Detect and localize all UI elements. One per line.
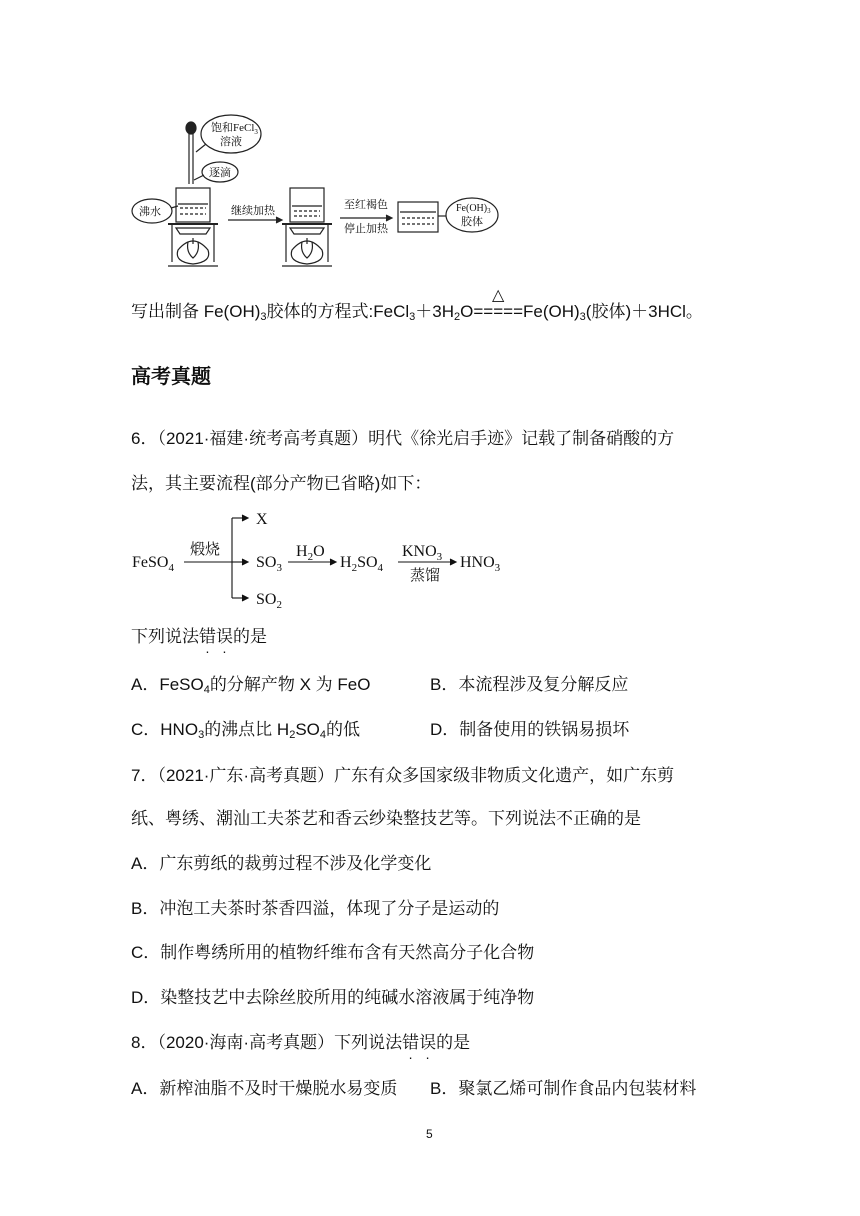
page-number: 5 [426, 1127, 433, 1141]
section-heading: 高考真题 [131, 366, 211, 388]
q6-stem: 下列说法错误的是 [131, 627, 267, 646]
stop-heating-label: 停止加热 [344, 223, 388, 235]
heat-condition-symbol: △ [492, 287, 505, 304]
continue-heating-label: 继续加热 [231, 205, 275, 217]
flow-so3: $SO_3$ [256, 554, 282, 574]
product-name-label: 胶体 [461, 216, 483, 228]
flow-distill: 蒸馏 [410, 568, 441, 584]
q6-option-d[interactable]: D．制备使用的铁锅易损坏 [430, 720, 630, 739]
flow-so2: $SO_2$ [256, 591, 282, 611]
flow-calcine: 煅烧 [190, 542, 221, 558]
boiling-water-label: 沸水 [139, 206, 161, 218]
q7-line-2: 纸、粤绣、潮汕工夫茶艺和香云纱染整技艺等。下列说法不正确的是 [131, 809, 641, 828]
flow-x: X [256, 511, 268, 528]
nitric-acid-flowchart [128, 504, 528, 612]
q6-option-c[interactable]: C．$HNO_3$的沸点比 $H_2SO_4$的低 [131, 720, 360, 741]
flow-h2o: $H_2O$ [296, 543, 325, 563]
q6-line-2: 法，其主要流程(部分产物已省略)如下： [131, 474, 432, 493]
flow-feso4: FeSO$_4$ [132, 554, 174, 574]
balloon-reagent-1: 饱和FeCl$_3$ [211, 122, 258, 136]
q7-line-1: 7．（2021·广东·高考真题）广东有众多国家级非物质文化遗产，如广东剪 [131, 766, 675, 785]
q6-option-a[interactable]: A．FeSO$_4$的分解产物 X 为 FeO [131, 675, 371, 696]
q8-stem: 8．（2020·海南·高考真题）下列说法错误的是 [131, 1033, 471, 1052]
flow-hno3: $HNO_3$ [460, 554, 501, 574]
q6-option-b[interactable]: B．本流程涉及复分解反应 [430, 675, 629, 694]
q7-option-a[interactable]: A．广东剪纸的裁剪过程不涉及化学变化 [131, 854, 432, 873]
flow-h2so4: $H_2SO_4$ [340, 554, 384, 574]
q8-option-a[interactable]: A．新榨油脂不及时干燥脱水易变质 [131, 1079, 398, 1098]
colloid-preparation-figure [128, 112, 508, 274]
q7-option-c[interactable]: C．制作粤绣所用的植物纤维布含有天然高分子化合物 [131, 943, 535, 962]
q7-option-b[interactable]: B．冲泡工夫茶时茶香四溢，体现了分子是运动的 [131, 899, 500, 918]
balloon-reagent-2: 溶液 [220, 136, 242, 148]
product-formula-label: $Fe(OH)_3$ [456, 203, 491, 215]
q8-option-b[interactable]: B．聚氯乙烯可制作食品内包装材料 [430, 1079, 697, 1098]
equation-line: 写出制备 $Fe(OH)_3$胶体的方程式$:FeCl_3+3H_2O$ △ $=====Fe(OH)_3$(胶体)＋3HCl。 [131, 300, 703, 324]
dropwise-label: 逐滴 [209, 167, 231, 179]
q6-line-1: 6．（2021·福建·统考高考真题）明代《徐光启手迹》记载了制备硝酸的方 [131, 429, 675, 448]
until-red-brown-label: 至红褐色 [344, 199, 388, 211]
flow-kno3: $KNO_3$ [402, 543, 443, 563]
q7-option-d[interactable]: D．染整技艺中去除丝胶所用的纯碱水溶液属于纯净物 [131, 988, 535, 1007]
